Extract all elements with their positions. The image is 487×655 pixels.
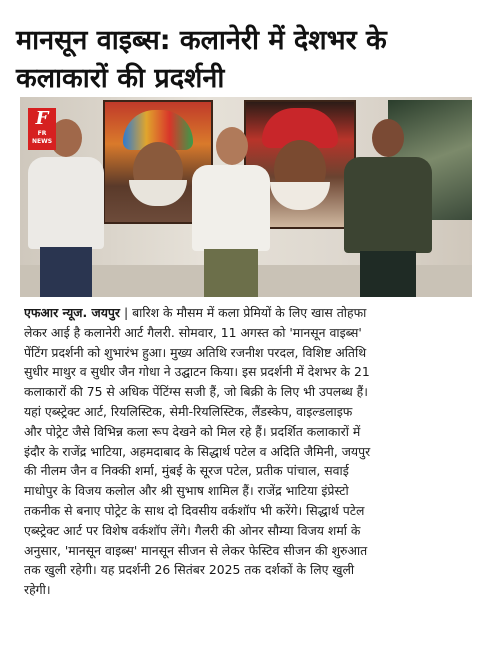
logo-text: FR NEWS: [31, 130, 53, 145]
body-line: की नीलम जैन व निक्की शर्मा, मुंबई के सूरज पटेल, प्रतीक पांचाल, सवाई: [24, 463, 349, 479]
body-line: रहेगी।: [24, 582, 51, 598]
body-line: तकनीक से बनाए पोट्रेट के साथ दो दिवसीय वर्कशॉप भी करेंगे। सिद्धार्थ पटेल: [24, 502, 365, 518]
dateline: एफआर न्यूज. जयपुर: [24, 305, 120, 320]
fr-news-logo: [28, 108, 56, 150]
body-line: एब्स्ट्रेक्ट आर्ट पर विशेष वर्कशॉप लेंगे। गैलरी की ओनर सौम्या विजय शर्मा के: [24, 522, 361, 538]
person-right: [338, 119, 438, 297]
article-photo: [20, 97, 472, 297]
body-line: लेकर आई है कलानेरी आर्ट गैलरी. सोमवार, 11 अगस्त को 'मानसून वाइब्स': [24, 324, 362, 340]
body-line: सुधीर माथुर व सुधीर जैन गोधा ने उद्घाटन किया। इस प्रदर्शनी में देशभर के 21: [24, 364, 370, 380]
body-line: पेंटिंग प्रदर्शनी को शुभारंभ हुआ। मुख्य अतिथि रजनीश परदल, विशिष्ट अतिथि: [24, 344, 367, 360]
painted-beard: [129, 180, 187, 206]
person-center: [186, 127, 276, 297]
article-headline: मानसून वाइब्स: कलानेरी में देशभर के कलाकारों की प्रदर्शनी: [16, 25, 387, 94]
body-line: इंदौर के राजेंद्र भाटिया, अहमदाबाद के सिद्धार्थ पटेल व अदिति जैमिनी, जयपुर: [24, 443, 371, 459]
logo-mark: F: [35, 108, 49, 129]
body-line-first: [24, 303, 472, 323]
body-line: और पोट्रेट जैसे विभिन्न कला रूप देखने को मिल रहे हैं। प्रदर्शित कलाकारों में: [24, 423, 361, 439]
dateline-separator: |: [123, 305, 129, 320]
body-line: माधोपुर के विजय कलोल और श्री सुभाष शामिल हैं। राजेंद्र भाटिया इंप्रेस्टो: [24, 483, 349, 499]
painted-beard: [270, 182, 330, 210]
body-line: कलाकारों की 75 से अधिक पेंटिंग्स सजी हैं, जो बिक्री के लिए भी उपलब्ध हैं।: [24, 384, 368, 400]
body-line: अनुसार, 'मानसून वाइब्स' मानसून सीजन से लेकर फेस्टिव सीजन की शुरुआत: [24, 542, 368, 558]
body-line: यहां एब्स्ट्रेक्ट आर्ट, रियलिस्टिक, सेमी-रियलिस्टिक, लैंडस्केप, वाइल्डलाइफ: [24, 403, 353, 419]
body-line: बारिश के मौसम में कला प्रेमियों के लिए खास तोहफा: [132, 305, 367, 320]
body-line: तक खुली रहेगी। यह प्रदर्शनी 26 सितंबर 2025 तक दर्शकों के लिए खुली: [24, 562, 355, 578]
article-body: [24, 303, 472, 600]
